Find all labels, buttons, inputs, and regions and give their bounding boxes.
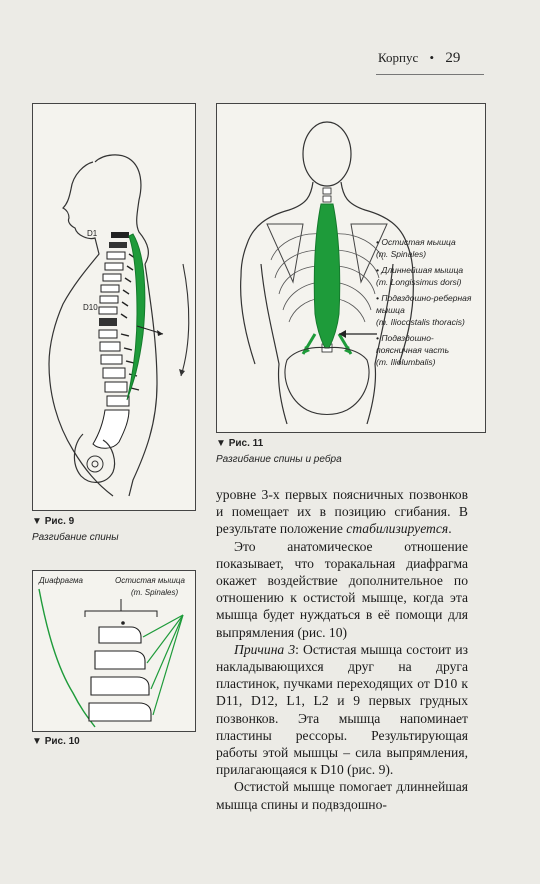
header-separator: • <box>429 50 435 65</box>
figure-9 <box>32 103 196 511</box>
vertebrae-stack <box>89 627 151 721</box>
body-text <box>216 486 468 813</box>
legend-item: • Длиннейшая мышца (m. Longissimus dorsi) <box>376 265 464 287</box>
header-rule <box>376 74 484 75</box>
figure-10-illustration <box>33 571 195 731</box>
figure-10 <box>32 570 196 732</box>
legend-item: • Подвздошно-поясничная часть (m. Iliolumbalis) <box>376 333 450 367</box>
label-d10: D10 <box>83 303 98 312</box>
paragraph: уровне 3-х первых поясничных позвонков и помещает их в позицию сгибания. В результате положение стабилизируется. <box>216 487 468 537</box>
page-number: 29 <box>445 50 461 66</box>
figure-9-illustration <box>33 104 195 510</box>
figure-11-caption: Разгибание спины и ребра <box>216 454 342 465</box>
paragraph: Причина 3: Остистая мышца состоит из накладывающихся друг на друга пластинок, пучками переходящих от D10 к D11, D12, L1, L2 и 9 первых грудных позвонков. Эта мышца напоминает пластины рессоры. Результирующая работы этой мышцы – сила выпрямления, прилагающаяся к D10 (рис. 9). <box>216 641 469 778</box>
figure-9-number: ▼ Рис. 9 <box>32 516 75 527</box>
label-spinalis-latin: (m. Spinales) <box>131 588 179 597</box>
legend-item: • Остистая мышца (m. Spinales) <box>376 237 456 259</box>
spinalis-lines <box>143 615 183 715</box>
figure-11-legend <box>376 236 476 372</box>
label-d1: D1 <box>87 229 98 238</box>
figure-9-caption: Разгибание спины <box>32 532 119 543</box>
running-header <box>378 50 460 67</box>
paragraph: Это анатомическое отношение показывает, что торакальная диафрагма окажет воздействие дополнительное по отношению к остистой мышце, когда эта мышца будет нуждаться в её помощи для выпрямления (рис. 10) <box>216 538 468 640</box>
figure-11-number: ▼ Рис. 11 <box>216 438 264 449</box>
spine-vertebrae <box>93 232 129 448</box>
spinalis-longissimus-green <box>314 204 340 348</box>
legend-item: • Подвздошно-реберная мышца (m. Iliocostalis thoracis) <box>376 293 472 327</box>
label-diaphragm: Диафрагма <box>39 576 83 585</box>
label-spinalis: Остистая мышца <box>115 576 185 585</box>
diaphragm-line <box>39 589 95 727</box>
figure-10-number: ▼ Рис. 10 <box>32 736 80 747</box>
paragraph: Остистой мышце помогает длиннейшая мышца спины и подвздошно- <box>216 779 468 812</box>
section-title: Корпус <box>378 50 419 65</box>
